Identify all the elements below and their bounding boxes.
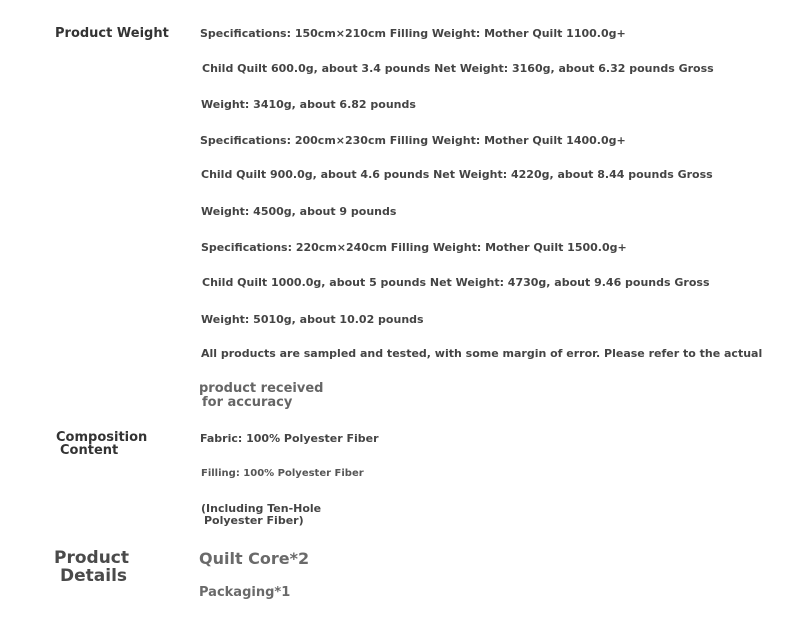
accuracy-disclaimer: All products are sampled and tested, with some margin of error. Please refer to the actual [201,347,763,360]
composition-label-line-2: Content [60,443,119,458]
weight-line-8: Child Quilt 1000.0g, about 5 pounds Net Weight: 4730g, about 9.46 pounds Gross [202,276,710,289]
including-line-1: (Including Ten-Hole [201,502,322,515]
fabric-composition: Fabric: 100% Polyester Fiber [200,432,379,445]
weight-line-4: Specifications: 200cm×230cm Filling Weight: Mother Quilt 1400.0g+ [200,134,626,147]
weight-line-9: Weight: 5010g, about 10.02 pounds [201,313,424,326]
composition-label-line-1: Composition [56,430,148,445]
product-details-label [54,549,129,585]
filling-composition: Filling: 100% Polyester Fiber [201,468,364,479]
weight-line-6: Weight: 4500g, about 9 pounds [201,205,397,218]
filling-including-note [201,503,321,527]
weight-line-7: Specifications: 220cm×240cm Filling Weight: Mother Quilt 1500.0g+ [201,241,627,254]
product-details-label-line-1: Product [54,548,129,568]
weight-line-3: Weight: 3410g, about 6.82 pounds [201,98,416,111]
including-line-2: Polyester Fiber) [204,514,304,527]
accuracy-note-line-2: for accuracy [202,395,293,410]
product-weight-label: Product Weight [55,26,169,41]
accuracy-note-line-1: product received [199,381,324,396]
product-details-label-line-2: Details [60,566,128,586]
weight-line-2: Child Quilt 600.0g, about 3.4 pounds Net Weight: 3160g, about 6.32 pounds Gross [202,62,714,75]
accuracy-note [199,382,323,410]
weight-line-5: Child Quilt 900.0g, about 4.6 pounds Net Weight: 4220g, about 8.44 pounds Gross [201,168,713,181]
weight-line-1: Specifications: 150cm×210cm Filling Weight: Mother Quilt 1100.0g+ [200,27,626,40]
quilt-core-item: Quilt Core*2 [199,549,310,568]
packaging-item: Packaging*1 [199,585,291,600]
composition-content-label [56,431,147,457]
